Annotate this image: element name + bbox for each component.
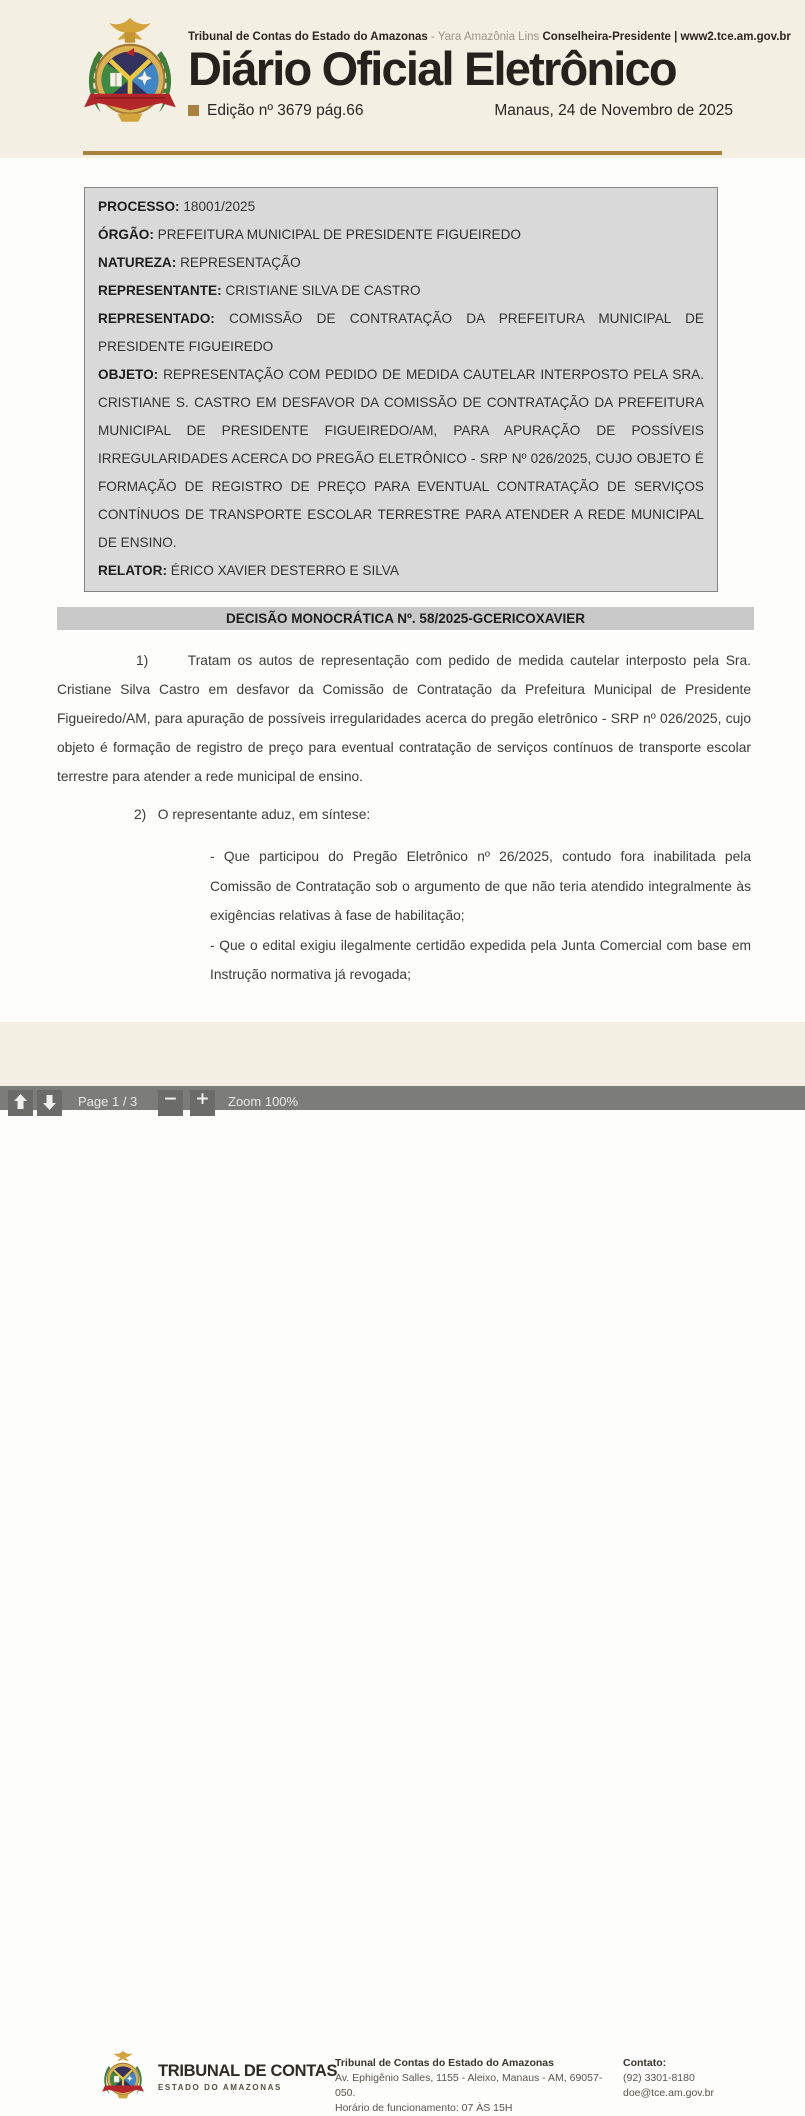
footer-brand-name: TRIBUNAL DE CONTAS [158, 2062, 338, 2080]
footer-brand [158, 2062, 337, 2092]
field-value: CRISTIANE SILVA DE CASTRO [225, 283, 421, 298]
footer-contact-column [623, 2056, 783, 2101]
field-label: REPRESENTANTE: [98, 283, 222, 298]
edition-number: Edição nº 3679 pág.66 [207, 101, 364, 119]
footer-phone: (92) 3301-8180 [623, 2072, 695, 2084]
field-label: OBJETO: [98, 367, 159, 382]
decision-bullet-list [210, 842, 751, 990]
field-processo [98, 193, 704, 221]
field-representado [98, 305, 704, 361]
footer-address-column [335, 2056, 605, 2116]
field-value: REPRESENTAÇÃO [180, 255, 301, 270]
gazette-title: Diário Oficial Eletrônico [188, 42, 676, 95]
tce-footer-crest-icon [96, 2049, 150, 2105]
decision-paragraph-2: 2) O representante aduz, em síntese: [134, 807, 371, 822]
zoom-indicator: Zoom 100% [228, 1094, 299, 1109]
minus-icon: − [163, 1089, 178, 1109]
field-value: COMISSÃO DE CONTRATAÇÃO DA PREFEITURA MUNICIPAL DE PRESIDENTE FIGUEIREDO [98, 311, 704, 354]
page-up-button[interactable] [8, 1090, 33, 1116]
field-objeto [98, 361, 704, 557]
field-representante [98, 277, 704, 305]
arrow-up-icon [13, 1094, 28, 1110]
page-indicator: Page 1 / 3 [78, 1094, 138, 1109]
decision-paragraph-1: 1) Tratam os autos de representação com pedido de medida cautelar interposto pela Sra. Cristiane Silva Castro em desfavor da Comissão de Contratação da Prefeitura Municipal de Presidente Figueiredo/AM, para apuração de possíveis irregularidades acerca do pregão eletrônico - SRP nº 026/2025, cujo objeto é formação de registro de preço para eventual contratação de serviços contínuos de transporte escolar terrestre para atender a rede municipal de ensino. [57, 653, 751, 784]
president-title-and-url-text: Conselheira-Presidente | www2.tce.am.gov.br [542, 31, 791, 43]
president-name-text: - Yara Amazônia Lins [431, 31, 540, 43]
field-label: RELATOR: [98, 563, 167, 578]
header-divider [83, 151, 722, 155]
edition-row [188, 102, 733, 120]
zoom-in-button[interactable] [190, 1090, 215, 1116]
field-value: PREFEITURA MUNICIPAL DE PRESIDENTE FIGUEIREDO [157, 227, 521, 242]
field-label: ÓRGÃO: [98, 227, 154, 242]
arrow-down-icon [42, 1094, 57, 1110]
footer-email: doe@tce.am.gov.br [623, 2087, 715, 2099]
case-info-box [84, 187, 718, 592]
decision-title-bar: DECISÃO MONOCRÁTICA Nº. 58/2025-GCERICOXAVIER [57, 607, 754, 630]
footer-address: Av. Ephigênio Salles, 1155 - Aleixo, Manaus - AM, 69057-050. [335, 2072, 603, 2099]
field-value: 18001/2025 [183, 199, 256, 214]
gazette-masthead [0, 0, 805, 158]
field-label: REPRESENTADO: [98, 311, 215, 326]
footer-hours: Horário de funcionamento: 07 ÀS 15H [335, 2102, 513, 2114]
footer-contact-label: Contato: [623, 2057, 667, 2069]
field-relator [98, 557, 704, 585]
field-orgao [98, 221, 704, 249]
field-value: REPRESENTAÇÃO COM PEDIDO DE MEDIDA CAUTELAR INTERPOSTO PELA SRA. CRISTIANE S. CASTRO EM DESFAVOR DA COMISSÃO DE CONTRATAÇÃO DA PREFEITURA MUNICIPAL DE PRESIDENTE FIGUEIREDO/AM, PARA APURAÇÃO DE POSSÍVEIS IRREGULARIDADES ACERCA DO PREGÃO ELETRÔNICO - SRP Nº 026/2025, CUJO OBJETO É FORMAÇÃO DE REGISTRO DE PREÇO PARA EVENTUAL CONTRATAÇÃO DE SERVIÇOS CONTÍNUOS DE TRANSPORTE ESCOLAR TERRESTRE PARA ATENDER A REDE MUNICIPAL DE ENSINO. [98, 367, 704, 550]
bullet-item: - Que participou do Pregão Eletrônico nº 26/2025, contudo fora inabilitada pela Comissão de Contratação sob o argumento de que não teria atendido integralmente às exigências relativas à fase de habilitação; [210, 849, 751, 923]
field-label: NATUREZA: [98, 255, 177, 270]
bullet-item: - Que o edital exigiu ilegalmente certidão expedida pela Junta Comercial com base em Instrução normativa já revogada; [210, 937, 751, 982]
field-natureza [98, 249, 704, 277]
tce-coat-of-arms-icon [78, 13, 182, 137]
plus-icon: + [195, 1089, 210, 1109]
footer-brand-subtitle: ESTADO DO AMAZONAS [158, 2083, 282, 2092]
pdf-viewer-toolbar [0, 1086, 805, 1110]
gazette-date: Manaus, 24 de Novembro de 2025 [494, 101, 733, 119]
org-name-text: Tribunal de Contas do Estado do Amazonas [188, 31, 428, 43]
field-label: PROCESSO: [98, 199, 180, 214]
footer-org-name: Tribunal de Contas do Estado do Amazonas [335, 2057, 554, 2069]
field-value: ÉRICO XAVIER DESTERRO E SILVA [170, 563, 399, 578]
zoom-out-button[interactable] [158, 1090, 183, 1116]
page-down-button[interactable] [37, 1090, 62, 1116]
edition-bullet-icon [188, 105, 199, 116]
